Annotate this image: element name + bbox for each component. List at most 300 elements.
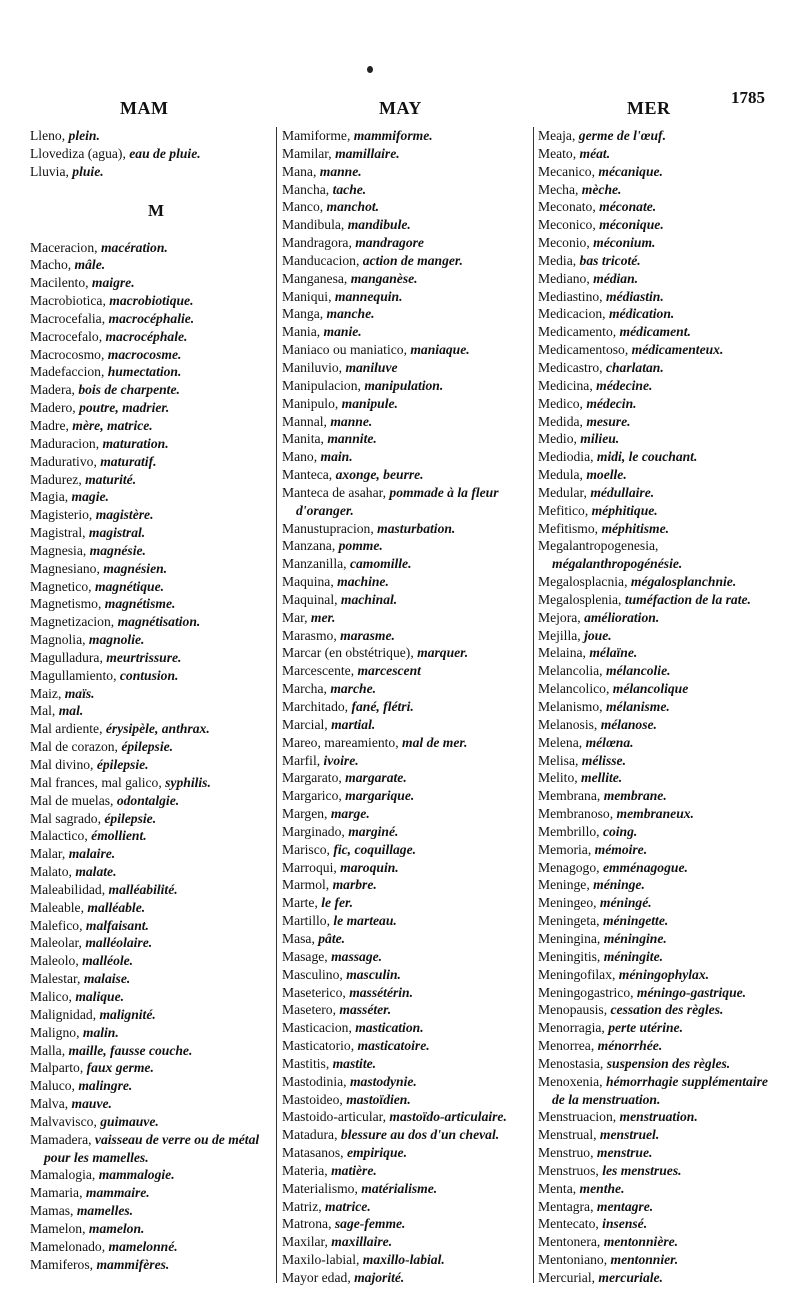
entry-headword: Maluco — [30, 1078, 72, 1094]
entry-headword: Melito — [538, 770, 575, 786]
entry-headword: Maquinal — [282, 591, 335, 607]
dictionary-entry: Medicamento, médicament. — [538, 324, 691, 340]
entry-headword: Magnolia — [30, 632, 83, 648]
entry-translation: action de manger. — [362, 252, 463, 268]
entry-translation: empirique. — [346, 1145, 407, 1161]
entry-headword: Maceracion — [30, 239, 95, 255]
entry-translation: pâte. — [318, 930, 346, 946]
entry-translation: mal. — [58, 703, 84, 719]
dictionary-entry: Malva, mauve. — [30, 1096, 112, 1112]
dictionary-entry: Manganesa, manganèse. — [282, 270, 418, 286]
dictionary-entry: Memoria, mémoire. — [538, 841, 648, 857]
entry-translation: mélanose. — [600, 716, 657, 732]
entry-headword: Macrocefalia — [30, 310, 102, 326]
entry-headword: Melancolico — [538, 681, 606, 697]
entry-headword: Mecha — [538, 181, 575, 197]
entry-translation: camomille. — [349, 556, 412, 572]
entry-headword: Melanismo — [538, 699, 600, 714]
entry-translation: charlatan. — [605, 359, 664, 375]
entry-translation: maturation. — [102, 435, 169, 451]
entry-headword: Mana — [282, 163, 313, 179]
entry-headword: Maseterico — [282, 984, 343, 1000]
entry-headword: Maleabilidad — [30, 881, 102, 897]
entry-headword: Mastoido-articular — [282, 1109, 383, 1125]
entry-headword: Magia — [30, 489, 65, 505]
dictionary-entry: Maxilo-labial, maxillo-labial. — [282, 1252, 445, 1268]
dictionary-entry: Menstruacion, menstruation. — [538, 1109, 698, 1125]
dictionary-entry: Mamiferos, mammifères. — [30, 1256, 170, 1272]
entry-translation: maturatif. — [100, 453, 157, 469]
entry-translation: malléable. — [87, 899, 146, 915]
entry-headword: Maniqui — [282, 288, 329, 304]
entry-headword: Mercurial — [538, 1270, 592, 1285]
entry-translation: majorité. — [354, 1270, 405, 1285]
dictionary-entry: Maleabilidad, malléabilité. — [30, 881, 178, 897]
dictionary-entry: Melito, mellite. — [538, 770, 623, 786]
entry-headword: Macrobiotica — [30, 293, 103, 309]
dictionary-entry: Marfil, ivoire. — [282, 752, 359, 768]
dictionary-entry: Magnesiano, magnésien. — [30, 560, 168, 576]
entry-translation: manganèse. — [350, 270, 418, 286]
dictionary-entry: Marchitado, fané, flétri. — [282, 699, 414, 714]
dictionary-entry: Marisco, fic, coquillage. — [282, 841, 417, 857]
entry-headword: Meconio — [538, 235, 587, 251]
dictionary-entry: Malefico, malfaisant. — [30, 917, 149, 933]
entry-headword: Menostasia — [538, 1055, 600, 1071]
entry-translation: les menstrues. — [602, 1162, 682, 1178]
entry-translation: mélisse. — [581, 752, 626, 768]
dictionary-entry: Marcar (en obstétrique), marquer. — [282, 645, 469, 661]
entry-translation: ivoire. — [323, 752, 359, 768]
ink-dot — [367, 66, 373, 73]
dictionary-entry: Maquina, machine. — [282, 574, 389, 590]
entry-headword: Magulladura — [30, 649, 100, 665]
entry-headword: Mayor edad — [282, 1270, 348, 1285]
entry-translation: magnolie. — [88, 632, 145, 648]
dictionary-entry: Mastoideo, mastoïdien. — [282, 1091, 411, 1107]
entry-headword: Magnetico — [30, 578, 89, 594]
entry-headword: Manteca de asahar — [282, 484, 383, 500]
entry-translation: marcescent — [357, 663, 421, 679]
entry-headword: Maligno — [30, 1024, 77, 1040]
entry-translation: malaire. — [68, 846, 116, 862]
entry-headword: Masticatorio — [282, 1038, 351, 1054]
entry-headword: Malparto — [30, 1060, 80, 1076]
dictionary-entry: Magisterio, magistère. — [30, 507, 154, 523]
entry-headword: Macrocefalo — [30, 328, 99, 344]
entry-translation: médecine. — [596, 377, 653, 393]
entry-headword: Megalantropogenesia — [538, 538, 656, 554]
entry-translation: magnétisation. — [117, 614, 201, 630]
entry-headword: Menstruacion — [538, 1109, 613, 1125]
dictionary-entry: Manteca, axonge, beurre. — [282, 467, 424, 483]
dictionary-entry: Matadura, blessure au dos d'un cheval. — [282, 1127, 500, 1143]
entry-headword: Mentagra — [538, 1198, 591, 1214]
entry-headword: Meningeta — [538, 913, 597, 929]
dictionary-entry: Maleolar, malléolaire. — [30, 935, 153, 951]
column-header-3: MER — [627, 98, 671, 118]
entry-headword: Maxilar — [282, 1234, 325, 1250]
entry-headword: Manustupracion — [282, 520, 371, 536]
dictionary-entry: Mefitismo, méphitisme. — [538, 520, 670, 536]
dictionary-entry: Marroqui, maroquin. — [282, 859, 399, 875]
entry-translation: mastodynie. — [349, 1073, 417, 1089]
entry-headword: Mastoideo — [282, 1091, 340, 1107]
entry-translation: manne. — [330, 413, 373, 429]
dictionary-entry: Marmol, marbre. — [282, 877, 377, 893]
entry-translation: méningo-gastrique. — [636, 984, 747, 1000]
entry-headword: Malactico — [30, 828, 85, 844]
entry-headword: Mania — [282, 324, 317, 340]
dictionary-entry: Marginado, marginé. — [282, 823, 399, 839]
entry-translation: magistère. — [95, 507, 154, 523]
entry-translation: main. — [320, 449, 353, 465]
entry-translation: épilepsie. — [104, 810, 157, 826]
entry-headword: Menopausis — [538, 1002, 604, 1018]
entry-headword: Melancolia — [538, 663, 600, 679]
entry-translation: mal de mer. — [402, 734, 468, 750]
entry-translation: masticatoire. — [357, 1038, 430, 1054]
entry-translation: mammalogie. — [98, 1167, 175, 1183]
entry-translation: menstrue. — [596, 1145, 653, 1161]
dictionary-entry: Mefitico, méphitique. — [538, 502, 658, 518]
entry-translation: macrocéphale. — [105, 328, 188, 344]
entry-translation: magistral. — [88, 525, 146, 541]
entry-headword: Maniluvio — [282, 359, 339, 375]
entry-translation: mannequin. — [334, 288, 403, 304]
entry-headword: Medida — [538, 413, 580, 429]
dictionary-entry: Malla, maille, fausse couche. — [30, 1042, 193, 1058]
entry-translation: masculin. — [346, 966, 401, 982]
entry-translation: malaise. — [83, 971, 131, 987]
entry-translation: syphilis. — [165, 774, 211, 790]
dictionary-entry: Menorragia, perte utérine. — [538, 1020, 683, 1036]
entry-headword: Mamiforme — [282, 128, 347, 143]
entry-headword: Menorragia — [538, 1020, 602, 1036]
entry-translation: maigre. — [91, 275, 135, 291]
dictionary-entry: Meconico, méconique. — [538, 217, 664, 233]
dictionary-entry: Media, bas tricoté. — [538, 252, 641, 268]
dictionary-entry: Marcha, marche. — [282, 681, 376, 697]
entry-headword: Melisa — [538, 752, 575, 768]
entry-translation: hémorrhagie supplémentaire de la menstruation. — [552, 1073, 768, 1107]
entry-headword: Meaja — [538, 128, 572, 143]
dictionary-entry: Manducacion, action de manger. — [282, 252, 463, 268]
entry-headword: Malato — [30, 864, 69, 880]
entry-translation: mammaire. — [85, 1185, 150, 1201]
entry-headword: Marroqui — [282, 859, 334, 875]
entry-headword: Mediano — [538, 270, 587, 286]
entry-translation: méphitisme. — [601, 520, 670, 536]
entry-translation: mémoire. — [594, 841, 648, 857]
dictionary-entry: Maduracion, maturation. — [30, 435, 169, 451]
entry-translation: midi, le couchant. — [596, 449, 698, 465]
entry-headword: Mamiferos — [30, 1256, 90, 1272]
dictionary-entry: Maleolo, malléole. — [30, 953, 134, 969]
entry-translation: mammiforme. — [353, 128, 433, 143]
dictionary-entry: Mentoniano, mentonnier. — [538, 1252, 679, 1268]
dictionary-entry: Maquinal, machinal. — [282, 591, 398, 607]
dictionary-entry: Masticatorio, masticatoire. — [282, 1038, 430, 1054]
dictionary-entry: Magullamiento, contusion. — [30, 667, 179, 683]
entry-headword: Mefitismo — [538, 520, 595, 536]
dictionary-entry: Mediastino, médiastin. — [538, 288, 664, 304]
entry-headword: Matrona — [282, 1216, 329, 1232]
entry-translation: menstruel. — [599, 1127, 660, 1143]
dictionary-entry: Magnolia, magnolie. — [30, 632, 145, 648]
entry-translation: fic, coquillage. — [333, 841, 417, 857]
entry-translation: coing. — [602, 823, 638, 839]
entry-translation: menthe. — [579, 1180, 625, 1196]
entry-headword: Meningeo — [538, 895, 594, 911]
dictionary-entry: Mecha, mèche. — [538, 181, 622, 197]
dictionary-entry: Manipulacion, manipulation. — [282, 377, 444, 393]
dictionary-entry: Mana, manne. — [282, 163, 362, 179]
entry-headword: Maniaco ou maniatico — [282, 342, 404, 358]
entry-translation: mélanisme. — [605, 699, 670, 714]
entry-headword: Megalosplacnia — [538, 574, 625, 590]
dictionary-column-2 — [282, 127, 534, 1287]
entry-translation: maniluve — [345, 359, 398, 375]
entry-translation: mélancolie. — [605, 663, 671, 679]
dictionary-entry: Magulladura, meurtrissure. — [30, 649, 182, 665]
entry-headword: Maleolo — [30, 953, 76, 969]
entry-translation: mélœna. — [585, 734, 634, 750]
entry-translation: marge. — [330, 806, 370, 822]
dictionary-entry: Mal de muelas, odontalgie. — [30, 792, 180, 808]
dictionary-entry: Malparto, faux germe. — [30, 1060, 154, 1076]
dictionary-entry: Materia, matière. — [282, 1162, 377, 1178]
entry-headword: Masage — [282, 948, 325, 964]
entry-translation: milieu. — [580, 431, 620, 447]
entry-translation: épilepsie. — [96, 757, 149, 772]
dictionary-entry: Mal, mal. — [30, 703, 84, 719]
entry-translation: perte utérine. — [608, 1020, 683, 1036]
entry-translation: mesure. — [586, 413, 631, 429]
entry-headword: Macrocosmo — [30, 346, 101, 362]
entry-translation: sage-femme. — [334, 1216, 406, 1232]
dictionary-entry: Matriz, matrice. — [282, 1198, 371, 1214]
dictionary-entry: Mejilla, joue. — [538, 627, 612, 643]
entry-translation: mamelles. — [76, 1203, 134, 1219]
entry-translation: moelle. — [586, 467, 627, 483]
entry-translation: méningite. — [603, 948, 664, 964]
entry-headword: Meconato — [538, 199, 593, 215]
entry-translation: blessure au dos d'un cheval. — [340, 1127, 500, 1143]
entry-translation: marasme. — [340, 627, 395, 643]
entry-translation: maille, fausse couche. — [68, 1042, 193, 1058]
dictionary-entry: Mamilar, mamillaire. — [282, 145, 400, 161]
entry-translation: malignité. — [99, 1006, 156, 1022]
entry-headword: Mamelon — [30, 1220, 83, 1236]
dictionary-entry: Macrobiotica, macrobiotique. — [30, 293, 194, 309]
dictionary-entry: Lleno, plein. — [30, 128, 100, 143]
dictionary-entry: Megalosplenia, tuméfaction de la rate. — [538, 591, 751, 607]
entry-translation: masturbation. — [377, 520, 456, 536]
dictionary-entry: Meningina, méningine. — [538, 930, 667, 946]
dictionary-entry: Manco, manchot. — [282, 199, 380, 215]
entry-translation: poutre, madrier. — [79, 400, 170, 416]
dictionary-entry: Mamelon, mamelon. — [30, 1220, 145, 1236]
entry-translation: odontalgie. — [116, 792, 180, 808]
dictionary-entry: Medicamentoso, médicamenteux. — [538, 342, 724, 358]
dictionary-entry: Macrocefalia, macrocéphalie. — [30, 310, 195, 326]
dictionary-entry: Meningogastrico, méningo-gastrique. — [538, 984, 747, 1000]
dictionary-entry: Matasanos, empirique. — [282, 1145, 407, 1161]
entry-translation: mastoïdien. — [346, 1091, 411, 1107]
entry-headword: Maxilo-labial — [282, 1252, 356, 1268]
entry-headword: Magisterio — [30, 507, 89, 523]
dictionary-entry: Menorrea, ménorrhée. — [538, 1038, 663, 1054]
dictionary-entry: Mamaria, mammaire. — [30, 1185, 150, 1201]
dictionary-entry: Meningofilax, méningophylax. — [538, 966, 710, 982]
entry-translation: le marteau. — [333, 913, 397, 929]
entry-translation: méconate. — [599, 199, 657, 215]
dictionary-entry: Medula, moelle. — [538, 467, 627, 483]
dictionary-entry: Materialismo, matérialisme. — [282, 1180, 438, 1196]
entry-translation: tache. — [332, 181, 367, 197]
entry-translation: médian. — [593, 270, 639, 286]
entry-headword: Mal — [30, 703, 52, 719]
entry-translation: maturité. — [85, 471, 137, 487]
dictionary-entry: Menstruo, menstrue. — [538, 1145, 653, 1161]
entry-headword: Meningitis — [538, 948, 597, 964]
entry-headword: Macilento — [30, 275, 86, 291]
entry-headword: Malva — [30, 1096, 65, 1112]
entry-translation: massétérin. — [349, 984, 414, 1000]
entry-translation: malate. — [75, 864, 117, 880]
entry-translation: malingre. — [78, 1078, 133, 1094]
entry-headword: Meningofilax — [538, 966, 612, 982]
entry-translation: machine. — [337, 574, 389, 590]
entry-headword: Lleno — [30, 128, 62, 143]
entry-headword: Mediastino — [538, 288, 600, 304]
entry-headword: Marcar (en obstétrique) — [282, 645, 411, 661]
entry-headword: Meato — [538, 145, 573, 161]
entry-headword: Malico — [30, 988, 69, 1004]
entry-translation: meurtrissure. — [106, 649, 182, 665]
entry-translation: massage. — [331, 948, 383, 964]
entry-translation: manie. — [323, 324, 362, 340]
entry-headword: Mamilar — [282, 145, 329, 161]
entry-headword: Mandibula — [282, 217, 341, 233]
entry-headword: Mal ardiente — [30, 721, 100, 737]
entry-translation: malléabilité. — [108, 881, 178, 897]
entry-translation: mastication. — [355, 1020, 424, 1036]
dictionary-entry: Melancolia, mélancolie. — [538, 663, 671, 679]
dictionary-entry: Mandragora, mandragore — [282, 235, 424, 251]
dictionary-entry: Maniaco ou maniatico, maniaque. — [282, 342, 470, 358]
entry-translation: manipule. — [341, 395, 398, 411]
dictionary-entry: Manita, mannite. — [282, 431, 377, 447]
entry-headword: Manco — [282, 199, 320, 215]
entry-headword: Mamalogia — [30, 1167, 92, 1183]
dictionary-entry: Mal divino, épilepsie. — [30, 757, 149, 772]
dictionary-entry: Medio, milieu. — [538, 431, 620, 447]
entry-translation: mâle. — [74, 257, 106, 273]
dictionary-entry: Magnetizacion, magnétisation. — [30, 614, 201, 630]
dictionary-entry: Macilento, maigre. — [30, 275, 135, 291]
entry-headword: Maduracion — [30, 435, 96, 451]
entry-headword: Manita — [282, 431, 321, 447]
entry-translation: pommade à la fleur d'oranger. — [296, 484, 499, 518]
entry-headword: Mastitis — [282, 1055, 326, 1071]
dictionary-entry: Mayor edad, majorité. — [282, 1270, 405, 1285]
entry-headword: Menorrea — [538, 1038, 591, 1054]
dictionary-entry: Llovediza (agua), eau de pluie. — [30, 145, 201, 161]
entry-translation: masséter. — [339, 1002, 392, 1018]
entry-translation: méphitique. — [591, 502, 658, 518]
dictionary-entry: Marte, le fer. — [282, 895, 353, 911]
dictionary-entry: Melancolico, mélancolique — [538, 681, 689, 697]
dictionary-entry: Mentonera, mentonnière. — [538, 1234, 679, 1250]
dictionary-entry: Medico, médecin. — [538, 395, 637, 411]
column-header-2: MAY — [379, 98, 422, 118]
entry-headword: Maleolar — [30, 935, 79, 951]
entry-translation: mandragore — [355, 235, 424, 251]
section-letter: M — [147, 200, 165, 220]
entry-headword: Madre — [30, 417, 66, 433]
entry-translation: mammifères. — [96, 1256, 170, 1272]
entry-headword: Membrillo — [538, 823, 597, 839]
dictionary-entry: Mannal, manne. — [282, 413, 373, 429]
dictionary-entry: Maligno, malin. — [30, 1024, 119, 1040]
entry-headword: Marcial — [282, 716, 325, 732]
entry-translation: mégalosplanchnie. — [630, 574, 737, 590]
entry-headword: Masetero — [282, 1002, 333, 1018]
entry-translation: émollient. — [91, 828, 147, 844]
dictionary-entry: Melisa, mélisse. — [538, 752, 626, 768]
entry-translation: méningine. — [603, 930, 667, 946]
entry-translation: méat. — [579, 145, 611, 161]
entry-translation: cessation des règles. — [610, 1002, 724, 1018]
entry-headword: Matasanos — [282, 1145, 341, 1161]
dictionary-entry: Masage, massage. — [282, 948, 383, 964]
dictionary-entry: Medicacion, médication. — [538, 306, 675, 322]
entry-headword: Mamaria — [30, 1185, 80, 1201]
dictionary-entry: Masa, pâte. — [282, 930, 346, 946]
dictionary-entry: Madera, bois de charpente. — [30, 382, 180, 398]
entry-translation: maniaque. — [410, 342, 470, 358]
entry-headword: Memoria — [538, 841, 588, 857]
entry-translation: magnétique. — [94, 578, 165, 594]
dictionary-entry: Melanismo, mélanisme. — [538, 699, 670, 714]
dictionary-entry: Mareo, mareamiento, mal de mer. — [282, 734, 468, 750]
dictionary-entry: Mar, mer. — [282, 609, 336, 625]
entry-headword: Mentonera — [538, 1234, 597, 1250]
dictionary-entry: Medicina, médecine. — [538, 377, 653, 393]
entry-headword: Melaina — [538, 645, 583, 661]
entry-translation: macrobiotique. — [109, 293, 194, 309]
entry-translation: joue. — [584, 627, 612, 643]
entry-headword: Manzana — [282, 538, 332, 554]
entry-headword: Meningina — [538, 930, 597, 946]
entry-translation: marbre. — [332, 877, 377, 893]
entry-headword: Marginado — [282, 823, 342, 839]
entry-translation: martial. — [331, 716, 376, 732]
entry-translation: mannite. — [327, 431, 377, 447]
entry-headword: Membranoso — [538, 806, 610, 822]
entry-headword: Mejilla — [538, 627, 578, 643]
entry-translation: mélaïne. — [589, 645, 638, 661]
entry-headword: Medicamento — [538, 324, 613, 340]
dictionary-entry: Madurativo, maturatif. — [30, 453, 157, 469]
entry-translation: margarique. — [345, 788, 415, 804]
entry-headword: Margarico — [282, 788, 339, 804]
entry-headword: Medular — [538, 484, 584, 500]
entry-translation: matérialisme. — [361, 1180, 438, 1196]
entry-translation: malin. — [82, 1024, 119, 1040]
